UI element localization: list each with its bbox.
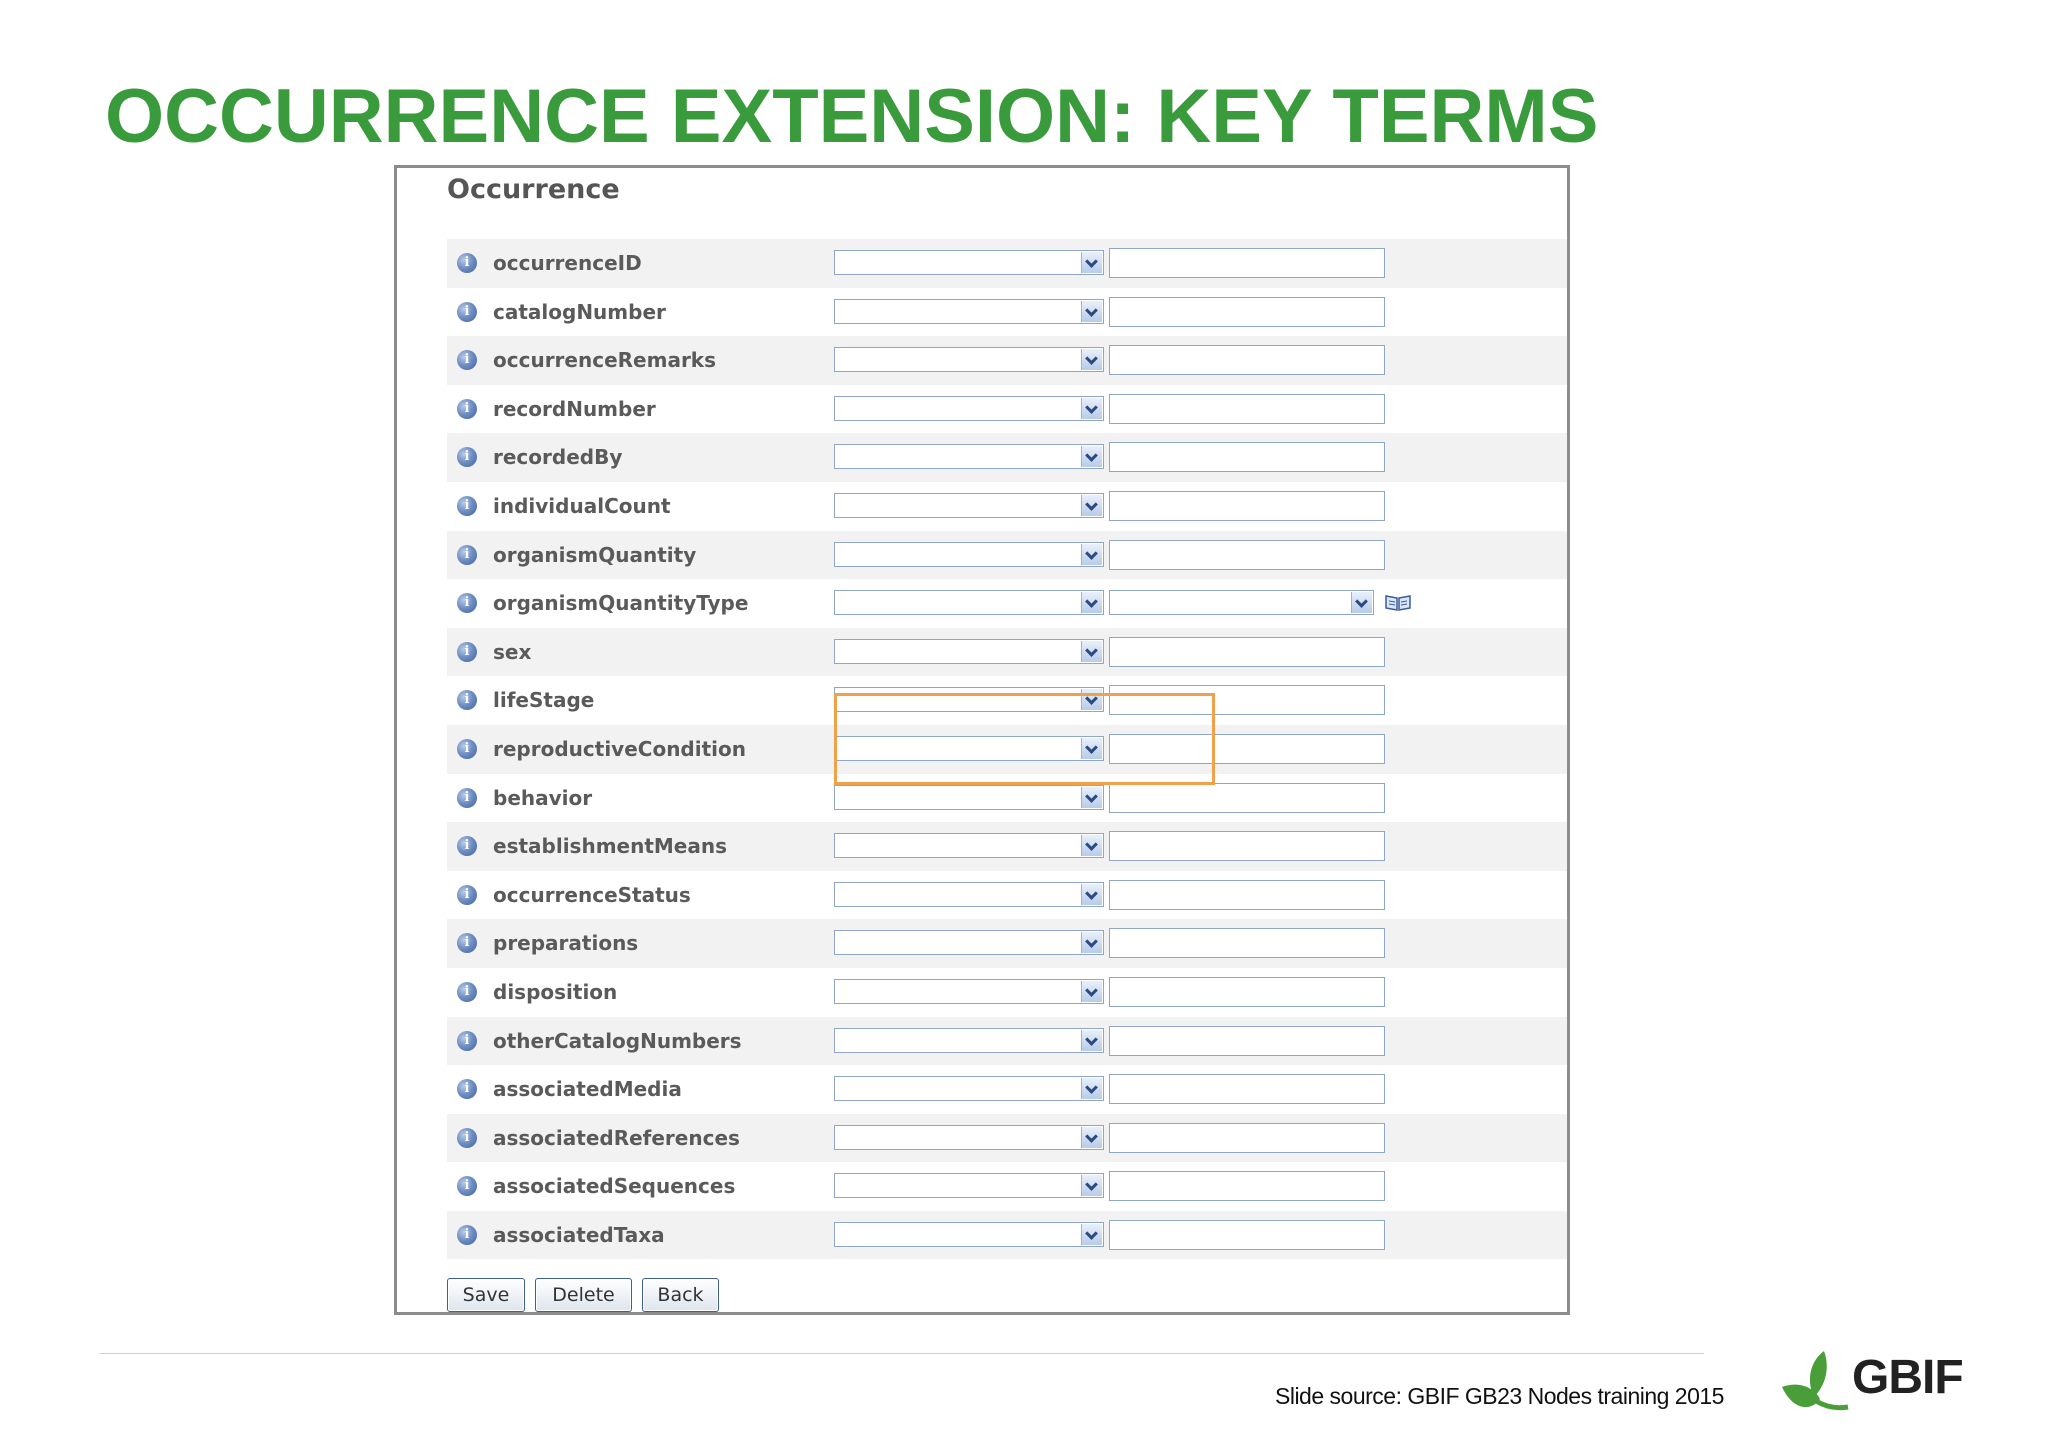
term-label: establishmentMeans [493,834,728,859]
chevron-down-icon[interactable] [1081,1224,1102,1245]
term-row [447,336,1567,385]
save-button[interactable]: Save [447,1278,525,1312]
delete-button[interactable]: Delete [535,1278,632,1312]
constant-value-input[interactable] [1109,637,1385,667]
info-icon[interactable]: i [457,933,477,953]
term-row [447,822,1567,871]
chevron-down-icon[interactable] [1081,932,1102,953]
info-icon[interactable]: i [457,350,477,370]
slide-title: OCCURRENCE EXTENSION: KEY TERMS [105,74,1599,159]
term-label: associatedTaxa [493,1222,665,1247]
source-column-select[interactable] [834,1076,1104,1101]
term-label: associatedMedia [493,1077,682,1102]
term-label: occurrenceID [493,251,642,275]
term-row [447,531,1567,580]
constant-value-input[interactable] [1109,540,1385,570]
constant-value-input[interactable] [1109,248,1385,278]
constant-value-input[interactable] [1109,1171,1385,1201]
term-row [447,919,1567,968]
info-icon[interactable]: i [457,739,477,759]
constant-value-input[interactable] [1109,977,1385,1007]
source-column-select[interactable] [834,493,1104,518]
gbif-logo [1780,1345,1963,1415]
chevron-down-icon[interactable] [1081,884,1102,905]
term-label: reproductiveCondition [493,736,746,761]
source-column-select[interactable] [834,1125,1104,1150]
term-row [447,433,1567,482]
constant-value-input[interactable] [1109,1123,1385,1153]
slide-source: Slide source: GBIF GB23 Nodes training 2015 [1275,1383,1724,1409]
term-label: disposition [493,979,618,1004]
term-row [447,628,1567,677]
source-column-select[interactable] [834,250,1104,275]
chevron-down-icon[interactable] [1081,1127,1102,1148]
chevron-down-icon[interactable] [1081,787,1102,808]
constant-value-input[interactable] [1109,880,1385,910]
constant-value-input[interactable] [1109,928,1385,958]
source-column-select[interactable] [834,299,1104,324]
constant-value-input[interactable] [1109,1026,1385,1056]
term-row [447,871,1567,920]
source-column-select[interactable] [834,1222,1104,1247]
term-label: occurrenceRemarks [493,348,717,373]
chevron-down-icon[interactable] [1081,301,1102,322]
gbif-leaf-icon [1780,1347,1855,1413]
term-label: preparations [493,931,639,956]
term-row [447,1211,1567,1260]
info-icon[interactable]: i [457,1225,477,1245]
term-label: behavior [493,785,593,810]
constant-value-input[interactable] [1109,491,1385,521]
source-column-select[interactable] [834,1173,1104,1198]
info-icon[interactable]: i [457,982,477,1002]
chevron-down-icon[interactable] [1081,1030,1102,1051]
back-button[interactable]: Back [642,1278,719,1312]
chevron-down-icon[interactable] [1081,641,1102,662]
chevron-down-icon[interactable] [1081,252,1102,273]
chevron-down-icon[interactable] [1081,981,1102,1002]
info-icon[interactable]: i [457,496,477,516]
source-column-select[interactable] [834,639,1104,664]
info-icon[interactable]: i [457,399,477,419]
vocabulary-value-select[interactable] [1109,590,1374,615]
book-icon[interactable] [1385,593,1411,611]
info-icon[interactable]: i [457,885,477,905]
term-row [447,1162,1567,1211]
info-icon[interactable]: i [457,253,477,273]
term-label: organismQuantity [493,542,697,567]
info-icon[interactable]: i [457,788,477,808]
term-row [447,1017,1567,1066]
source-column-select[interactable] [834,1028,1104,1053]
term-row [447,385,1567,434]
term-label: associatedReferences [493,1125,740,1150]
occurrence-mapping-panel [394,165,1570,1315]
logo-text: GBIF [1852,1351,1963,1404]
term-row [447,239,1567,288]
constant-value-input[interactable] [1109,442,1385,472]
term-label: catalogNumber [493,299,666,324]
chevron-down-icon[interactable] [1081,1078,1102,1099]
constant-value-input[interactable] [1109,831,1385,861]
info-icon[interactable]: i [457,447,477,467]
term-row [447,579,1567,628]
info-icon[interactable]: i [457,690,477,710]
chevron-down-icon[interactable] [1081,835,1102,856]
term-label: associatedSequences [493,1174,736,1199]
term-label: individualCount [493,493,671,518]
source-column-select[interactable] [834,542,1104,567]
term-row [447,1114,1567,1163]
info-icon[interactable]: i [457,1176,477,1196]
source-column-select[interactable] [834,347,1104,372]
info-icon[interactable]: i [457,1031,477,1051]
footer-divider [100,1353,1704,1354]
chevron-down-icon[interactable] [1081,1175,1102,1196]
source-column-select[interactable] [834,444,1104,469]
term-label: organismQuantityType [493,591,749,616]
source-column-select[interactable] [834,882,1104,907]
chevron-down-icon[interactable] [1081,398,1102,419]
chevron-down-icon[interactable] [1081,495,1102,516]
highlight-box [834,693,1215,785]
chevron-down-icon[interactable] [1081,592,1102,613]
source-column-select[interactable] [834,785,1104,810]
info-icon[interactable]: i [457,1079,477,1099]
term-row [447,482,1567,531]
constant-value-input[interactable] [1109,1074,1385,1104]
constant-value-input[interactable] [1109,1220,1385,1250]
info-icon[interactable]: i [457,302,477,322]
info-icon[interactable]: i [457,1128,477,1148]
constant-value-input[interactable] [1109,297,1385,327]
info-icon[interactable]: i [457,836,477,856]
info-icon[interactable]: i [457,642,477,662]
source-column-select[interactable] [834,979,1104,1004]
term-row [447,288,1567,337]
panel-heading: Occurrence [447,174,620,205]
term-label: recordedBy [493,445,623,470]
info-icon[interactable]: i [457,593,477,613]
constant-value-input[interactable] [1109,783,1385,813]
source-column-select[interactable] [834,930,1104,955]
term-row [447,968,1567,1017]
source-column-select[interactable] [834,833,1104,858]
source-column-select[interactable] [834,396,1104,421]
chevron-down-icon[interactable] [1351,592,1372,613]
term-label: sex [493,639,532,664]
info-icon[interactable]: i [457,545,477,565]
source-column-select[interactable] [834,590,1104,615]
term-label: recordNumber [493,396,656,421]
constant-value-input[interactable] [1109,345,1385,375]
chevron-down-icon[interactable] [1081,544,1102,565]
term-label: otherCatalogNumbers [493,1028,742,1053]
term-row [447,1065,1567,1114]
chevron-down-icon[interactable] [1081,349,1102,370]
term-label: lifeStage [493,688,595,713]
chevron-down-icon[interactable] [1081,446,1102,467]
term-label: occurrenceStatus [493,882,691,907]
constant-value-input[interactable] [1109,394,1385,424]
